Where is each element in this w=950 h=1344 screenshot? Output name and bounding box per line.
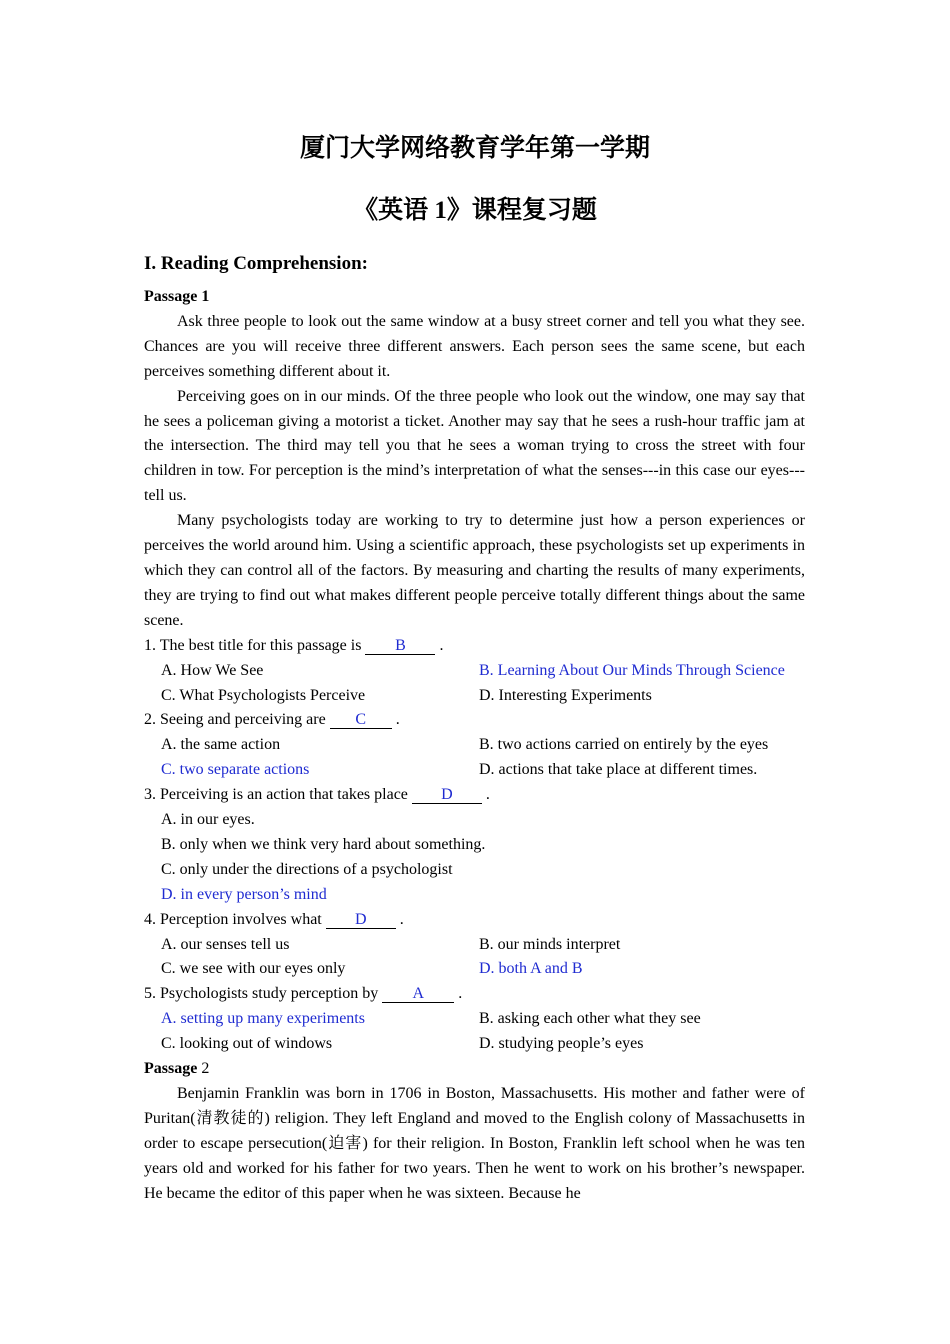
option-1b: B. Learning About Our Minds Through Science bbox=[479, 661, 785, 679]
option-4c: C. we see with our eyes only bbox=[161, 960, 346, 978]
answer-blank-3: D bbox=[412, 787, 482, 804]
option-3b: B. only when we think very hard about something. bbox=[161, 835, 486, 853]
answer-blank-2: C bbox=[330, 712, 392, 729]
question-5: 5. Psychologists study perception by A . bbox=[144, 985, 463, 1003]
question-2: 2. Seeing and perceiving are C . bbox=[144, 711, 400, 729]
option-1c: C. What Psychologists Perceive bbox=[161, 686, 366, 704]
option-4a: A. our senses tell us bbox=[161, 935, 290, 953]
option-5a: A. setting up many experiments bbox=[161, 1010, 365, 1028]
option-1a: A. How We See bbox=[161, 661, 264, 679]
question-4: 4. Perception involves what D . bbox=[144, 910, 404, 928]
option-2d: D. actions that take place at different times. bbox=[479, 761, 758, 779]
option-1d: D. Interesting Experiments bbox=[479, 686, 652, 704]
option-5d: D. studying people’s eyes bbox=[479, 1035, 644, 1053]
option-4d: D. both A and B bbox=[479, 960, 583, 978]
section-heading: I. Reading Comprehension: bbox=[144, 253, 368, 274]
option-2a: A. the same action bbox=[161, 736, 281, 754]
passage1-paragraph-1: Ask three people to look out the same window at a busy street corner and tell you what they see. Chances are you will receive three different answers. Each person sees the same scene, but each perceives something different about it. bbox=[144, 312, 805, 380]
answer-blank-4: D bbox=[326, 912, 396, 929]
question-5-options bbox=[144, 1007, 805, 1032]
question-4-options bbox=[144, 933, 805, 958]
question-3: 3. Perceiving is an action that takes place D . bbox=[144, 786, 490, 804]
option-5c: C. looking out of windows bbox=[161, 1035, 333, 1053]
question-1: 1. The best title for this passage is B . bbox=[144, 636, 444, 654]
option-3a: A. in our eyes. bbox=[161, 811, 255, 829]
passage2-paragraph-1: Benjamin Franklin was born in 1706 in Boston, Massachusetts. His mother and father were of Puritan(清教徒的) religion. They left England and moved to the English colony of Massachusetts in order to escape persecution(迫害) for their religion. In Boston, Franklin left school when he was ten years old and worked for his father for two years. Then he went to work on his brother’s newspaper. He became the editor of this paper when he was sixteen. Because he bbox=[144, 1085, 805, 1202]
answer-blank-1: B bbox=[365, 638, 435, 655]
document-body bbox=[144, 285, 805, 1207]
document-title-line2: 《英语 1》课程复习题 bbox=[353, 197, 597, 224]
answer-blank-5: A bbox=[382, 986, 454, 1003]
passage1-paragraph-2: Perceiving goes on in our minds. Of the three people who look out the window, one may say that he sees a policeman giving a motorist a ticket. Another may say that he sees a rush-hour traffic jam at the intersection. The third may tell you that he sees a woman trying to cross the street with four children in tow. For perception is the mind’s interpretation of what the senses---in this case our eyes---tell us. bbox=[144, 387, 805, 505]
passage1-paragraph-3: Many psychologists today are working to try to determine just how a person experiences or perceives the world around him. Using a scientific approach, these psychologists set up experiments in which they can control all of the factors. By measuring and charting the results of many experiments, they are trying to find out what makes different people perceive totally different things about the same scene. bbox=[144, 512, 805, 629]
option-3d: D. in every person’s mind bbox=[161, 885, 327, 903]
passage1-heading: Passage 1 bbox=[144, 288, 210, 305]
option-3c: C. only under the directions of a psychologist bbox=[161, 860, 453, 878]
question-2-options bbox=[144, 733, 805, 758]
option-5b: B. asking each other what they see bbox=[479, 1010, 701, 1028]
question-1-options bbox=[144, 659, 805, 684]
passage2-heading: Passage 2 bbox=[144, 1060, 210, 1078]
option-2b: B. two actions carried on entirely by the eyes bbox=[479, 736, 769, 754]
option-2c: C. two separate actions bbox=[161, 761, 310, 779]
option-4b: B. our minds interpret bbox=[479, 935, 621, 953]
document-title-line1: 厦门大学网络教育学年第一学期 bbox=[299, 135, 650, 162]
